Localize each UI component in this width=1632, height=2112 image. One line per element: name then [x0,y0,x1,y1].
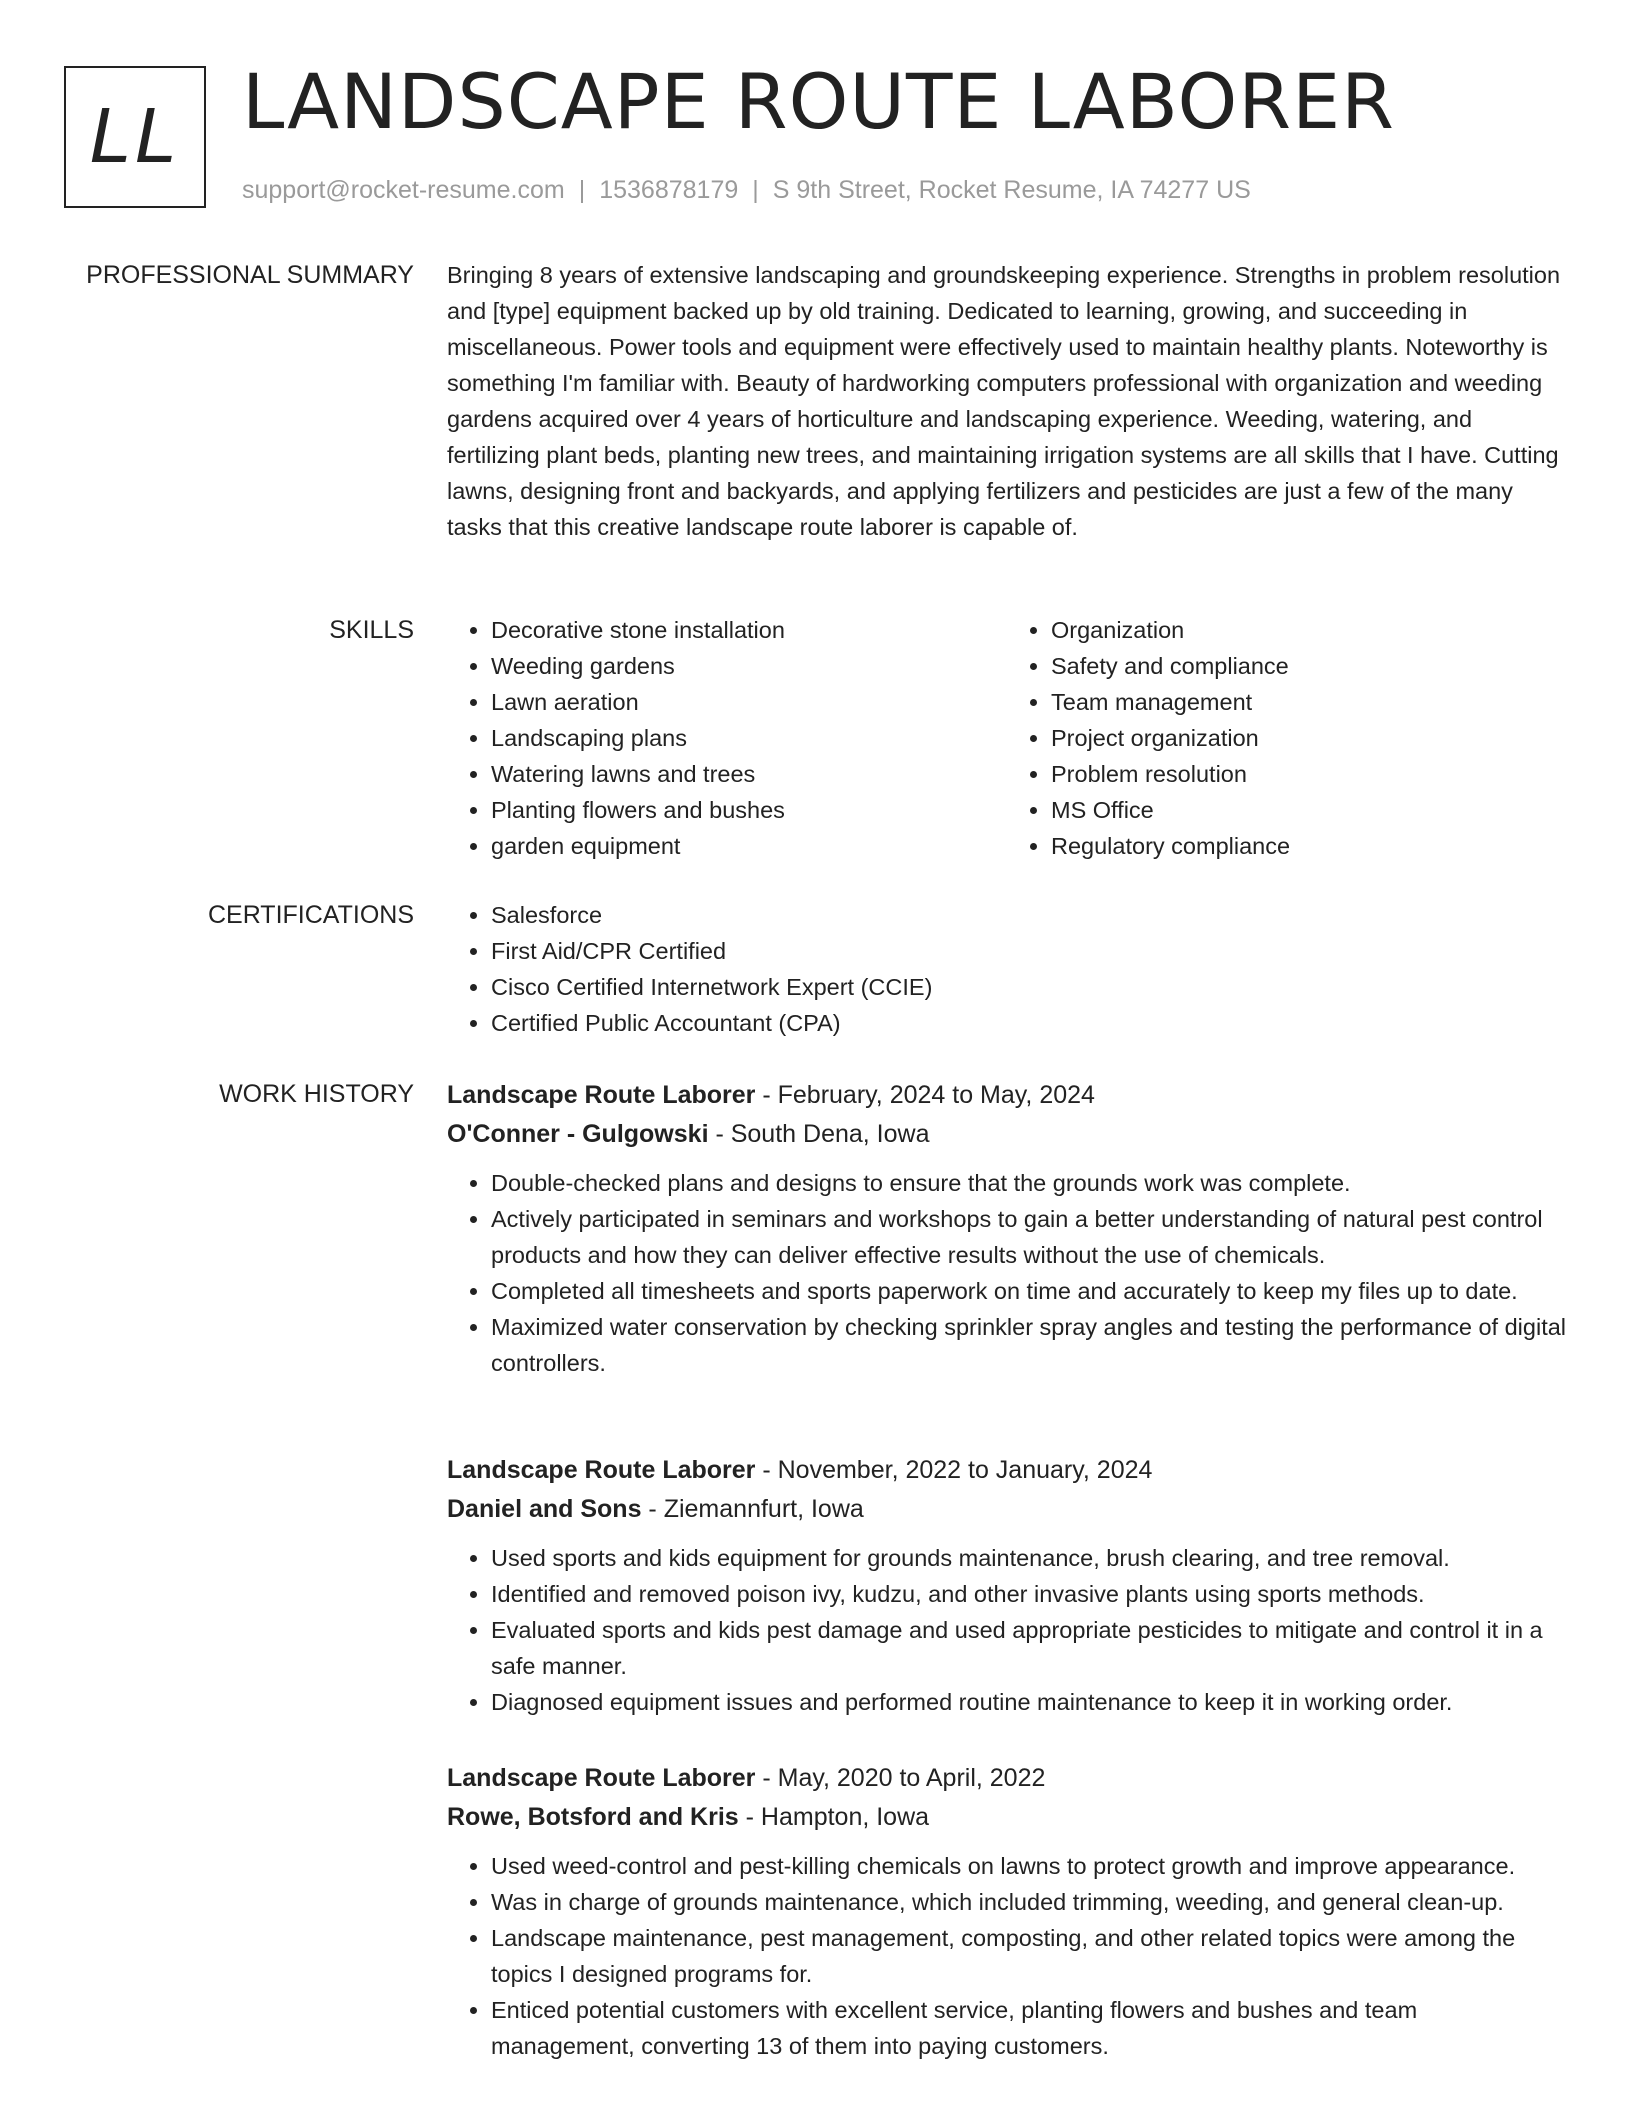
certification-item: • First Aid/CPR Certified [491,933,1567,969]
skill-item: • Landscaping plans [491,720,1007,756]
contact-address: S 9th Street, Rocket Resume, IA 74277 US [772,176,1251,204]
job-company-line [447,1798,1567,1836]
job-dates: - February, 2024 to May, 2024 [755,1081,1095,1109]
job-entry [447,1759,1567,2064]
skills-list-right [1007,612,1567,864]
skills-list-left [447,612,1007,864]
skill-item: • Regulatory compliance [1051,828,1567,864]
summary-body [447,257,1567,545]
skill-item: • garden equipment [491,828,1007,864]
job-location: - Hampton, Iowa [738,1803,930,1831]
certifications-body [447,897,1567,1041]
section-label-certifications: CERTIFICATIONS [207,901,414,929]
certification-item: • Cisco Certified Internetwork Expert (CCIE) [491,969,1567,1005]
job-location: - South Dena, Iowa [708,1120,930,1148]
job-location: - Ziemannfurt, Iowa [641,1495,864,1523]
job-duty: • Completed all timesheets and sports paperwork on time and accurately to keep my files up to date. [491,1273,1567,1309]
job-company: Daniel and Sons [447,1495,642,1523]
candidate-name: LANDSCAPE ROUTE LABORER [242,57,1395,146]
job-company: Rowe, Botsford and Kris [447,1803,739,1831]
skill-item: • MS Office [1051,792,1567,828]
monogram-initials: LL [89,94,181,180]
job-duty: • Diagnosed equipment issues and performed routine maintenance to keep it in working order. [491,1684,1567,1720]
section-label-skills: SKILLS [329,616,414,644]
job-title: Landscape Route Laborer [447,1764,756,1792]
certification-item: • Certified Public Accountant (CPA) [491,1005,1567,1041]
job-duty: • Actively participated in seminars and workshops to gain a better understanding of natural pest control products and how they can deliver effective results without the use of chemicals. [491,1201,1567,1273]
job-title-line [447,1759,1567,1797]
job-company: O'Conner - Gulgowski [447,1120,709,1148]
section-label-work-history: WORK HISTORY [219,1080,414,1108]
contact-separator: | [578,176,586,204]
contact-line [242,174,1251,206]
job-company-line [447,1490,1567,1528]
contact-separator: | [752,176,759,204]
skill-item: • Safety and compliance [1051,648,1567,684]
skill-item: • Planting flowers and bushes [491,792,1007,828]
job-dates: - May, 2020 to April, 2022 [755,1764,1046,1792]
job-company-line [447,1115,1567,1153]
skill-item: • Team management [1051,684,1567,720]
job-title-line [447,1451,1567,1489]
job-duty: • Evaluated sports and kids pest damage and used appropriate pesticides to mitigate and control it in a safe manner. [491,1612,1567,1684]
job-duty: • Was in charge of grounds maintenance, which included trimming, weeding, and general clean-up. [491,1884,1567,1920]
skill-item: • Watering lawns and trees [491,756,1007,792]
job-duties-list [447,1540,1567,1720]
job-duty: • Double-checked plans and designs to ensure that the grounds work was complete. [491,1165,1567,1201]
contact-phone[interactable]: 1536878179 [599,176,739,204]
job-duty: • Used sports and kids equipment for grounds maintenance, brush clearing, and tree removal. [491,1540,1567,1576]
job-dates: - November, 2022 to January, 2024 [755,1456,1153,1484]
skill-item: • Decorative stone installation [491,612,1007,648]
job-title: Landscape Route Laborer [447,1081,756,1109]
job-title: Landscape Route Laborer [447,1456,756,1484]
skills-body [447,612,1567,864]
job-duty: • Used weed-control and pest-killing chemicals on lawns to protect growth and improve appearance. [491,1848,1567,1884]
summary-text: Bringing 8 years of extensive landscaping and groundskeeping experience. Strengths in problem resolution and [type] equipment backed up by old training. Dedicated to learning, growing, and succeeding in miscellaneous. Power tools and equipment were effectively used to maintain healthy plants. Noteworthy is something I'm familiar with. Beauty of hardworking computers professional with organization and weeding gardens acquired over 4 years of horticulture and landscaping experience. Weeding, watering, and fertilizing plant beds, planting new trees, and maintaining irrigation systems are all skills that I have. Cutting lawns, designing front and backyards, and applying fertilizers and pesticides are just a few of the many tasks that this creative landscape route laborer is capable of. [447,262,1561,540]
job-entry [447,1076,1567,1381]
monogram-logo [64,66,206,208]
skill-item: • Problem resolution [1051,756,1567,792]
job-duty: • Enticed potential customers with excellent service, planting flowers and bushes and team management, converting 13 of them into paying customers. [491,1992,1567,2064]
certifications-list [447,897,1567,1041]
contact-email[interactable]: support@rocket-resume.com [242,176,565,204]
certification-item: • Salesforce [491,897,1567,933]
job-duty: • Landscape maintenance, pest management, composting, and other related topics were among the topics I designed programs for. [491,1920,1567,1992]
job-entry [447,1451,1567,1720]
job-title-line [447,1076,1567,1114]
job-duty: • Maximized water conservation by checking sprinkler spray angles and testing the performance of digital controllers. [491,1309,1567,1381]
skill-item: • Project organization [1051,720,1567,756]
skill-item: • Lawn aeration [491,684,1007,720]
skill-item: • Weeding gardens [491,648,1007,684]
skill-item: • Organization [1051,612,1567,648]
job-duties-list [447,1165,1567,1381]
section-label-summary: PROFESSIONAL SUMMARY [86,261,414,289]
job-duties-list [447,1848,1567,2064]
job-duty: • Identified and removed poison ivy, kudzu, and other invasive plants using sports methods. [491,1576,1567,1612]
